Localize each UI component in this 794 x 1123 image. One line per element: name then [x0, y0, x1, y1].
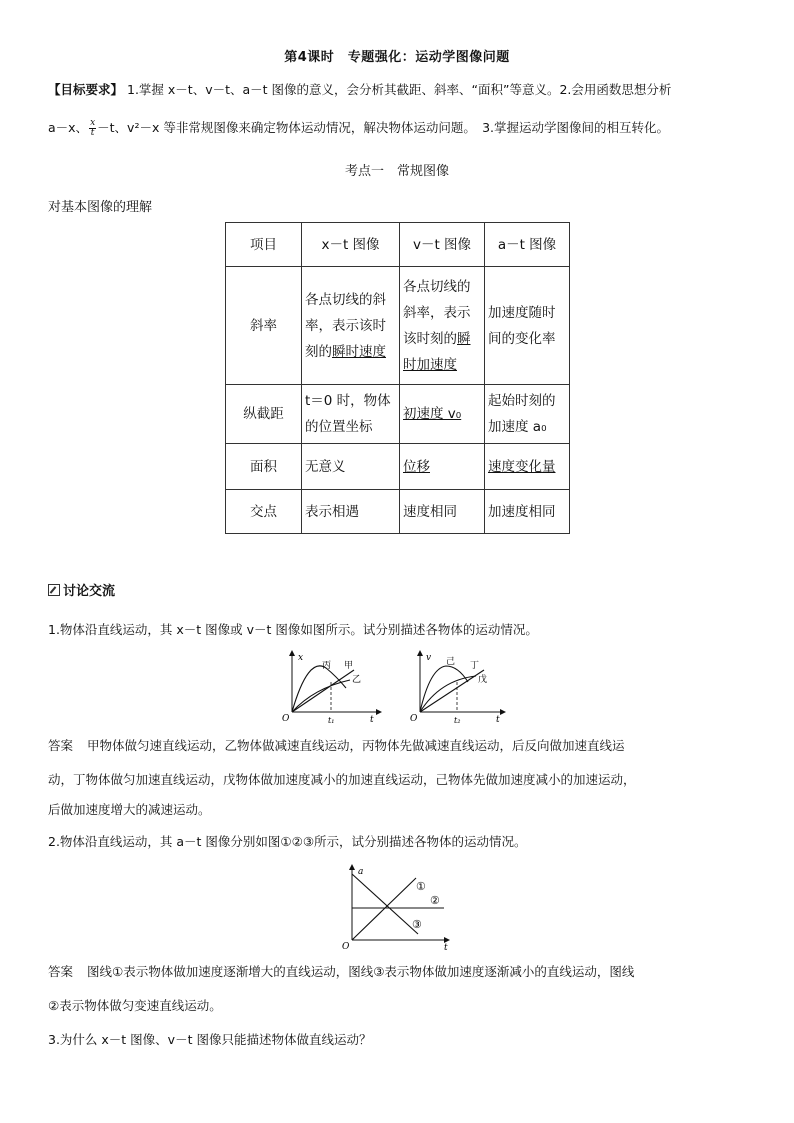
objectives-text-2a: a－x、 [48, 120, 89, 135]
subheading: 对基本图像的理解 [48, 200, 153, 215]
table-cell: 无意义 [302, 444, 400, 490]
line-jia [292, 670, 354, 712]
xt-graph-figure [278, 648, 382, 724]
table-cell: 速度相同 [400, 490, 485, 534]
table-row [226, 444, 570, 490]
curve-ji [420, 666, 468, 712]
cell-underlined: 瞬时速度 [332, 343, 386, 360]
answer-label: 答案 [48, 964, 74, 979]
question-3: 3.为什么 x－t 图像、v－t 图像只能描述物体做直线运动？ [48, 1032, 372, 1047]
table-cell [400, 385, 485, 444]
table-cell [400, 267, 485, 385]
page-title: 第4课时 专题强化：运动学图像问题 [284, 50, 510, 65]
row-label: 交点 [226, 490, 302, 534]
t-axis-arrow [376, 709, 382, 715]
label-yi: 乙 [352, 675, 362, 685]
table-cell: 加速度随时间的变化率 [485, 267, 570, 385]
label-jia: 甲 [344, 661, 354, 671]
table-row [226, 385, 570, 444]
table-header-cell: x－t 图像 [302, 223, 400, 267]
objectives-text-2b: －t、v²－x 等非常规图像来确定物体运动情况，解决物体运动问题。 3.掌握运动学图像间的相互转化。 [97, 120, 669, 135]
objectives-line-2 [48, 118, 764, 138]
section-heading: 考点一 常规图像 [344, 164, 449, 179]
t-axis-label: t [444, 943, 448, 952]
table-cell: t＝0 时，物体的位置坐标 [302, 385, 400, 444]
label-wu: 戊 [478, 675, 488, 685]
table-cell: 加速度相同 [485, 490, 570, 534]
table-row [226, 490, 570, 534]
cell-underlined: 速度变化量 [488, 458, 556, 475]
v-axis-arrow [417, 650, 423, 656]
vt-graph-figure [406, 648, 506, 724]
answer-2-line-1 [48, 962, 764, 982]
table-header-cell: a－t 图像 [485, 223, 570, 267]
cell-underlined: 瞬时加速度 [403, 330, 471, 373]
a-axis-label: a [358, 867, 364, 877]
origin-label: O [342, 942, 350, 952]
answer-1-text-1: 甲物体做匀速直线运动，乙物体做减速直线运动，丙物体先做减速直线运动，后反向做加速直线运 [87, 738, 625, 753]
objectives-text-1: 1.掌握 x－t、v－t、a－t 图像的意义，会分析其截距、斜率、“面积”等意义。2.会用函数思想分析 [127, 82, 672, 97]
line-1 [352, 878, 416, 940]
table-header-cell: v－t 图像 [400, 223, 485, 267]
answer-2-line-2: ②表示物体做匀变速直线运动。 [48, 998, 222, 1013]
graph-comparison-table [225, 222, 570, 534]
question-1: 1.物体沿直线运动，其 x－t 图像或 v－t 图像如图所示。试分别描述各物体的运动情况。 [48, 622, 538, 637]
row-label: 斜率 [226, 267, 302, 385]
a-axis-arrow [349, 864, 355, 870]
table-header-cell: 项目 [226, 223, 302, 267]
curve-bing [292, 666, 346, 712]
line-3 [352, 874, 418, 934]
label-bing: 丙 [322, 661, 332, 671]
answer-1-line-2: 动，丁物体做匀加速直线运动，戊物体做加速度减小的加速直线运动，己物体先做加速度减小的加速运动， [48, 772, 636, 787]
table-cell [302, 267, 400, 385]
x-over-t-fraction [89, 119, 96, 138]
objectives-label: 【目标要求】 [48, 82, 124, 97]
cell-underlined: 位移 [403, 458, 430, 475]
t-axis-label: t [370, 715, 374, 724]
t-axis-arrow [500, 709, 506, 715]
label-2: ② [430, 894, 440, 907]
cell-text: 各点切线的斜率，表示该时刻的 [403, 278, 471, 347]
t-axis-label: t [496, 715, 500, 724]
x-axis-arrow [289, 650, 295, 656]
cell-underlined: 初速度 v₀ [403, 406, 462, 422]
origin-label: O [410, 714, 418, 724]
label-ding: 丁 [470, 661, 480, 671]
objectives-line-1 [48, 80, 764, 100]
t1-label: t₁ [328, 716, 335, 724]
x-axis-label: x [298, 653, 304, 663]
table-cell [485, 444, 570, 490]
label-ji: 己 [446, 657, 456, 667]
at-graph-figure [340, 862, 460, 952]
answer-1-line-3: 后做加速度增大的减速运动。 [48, 802, 211, 817]
fraction-denominator: t [90, 128, 95, 138]
answer-label: 答案 [48, 738, 74, 753]
table-row [226, 267, 570, 385]
row-label: 纵截距 [226, 385, 302, 444]
table-header-row [226, 223, 570, 267]
label-1: ① [416, 880, 426, 893]
discussion-label: 讨论交流 [63, 584, 116, 599]
answer-1-line-1 [48, 736, 764, 756]
row-label: 面积 [226, 444, 302, 490]
fraction-numerator: x [90, 118, 96, 128]
table-cell: 起始时刻的加速度 a₀ [485, 385, 570, 444]
table-cell [400, 444, 485, 490]
v-axis-label: v [426, 653, 432, 663]
origin-label: O [282, 714, 290, 724]
edit-note-icon [48, 584, 60, 596]
t2-label: t₂ [454, 716, 461, 724]
cell-text: 各点切线的斜率，表示该时刻的 [305, 291, 386, 360]
label-3: ③ [412, 918, 422, 931]
question-2: 2.物体沿直线运动，其 a－t 图像分别如图①②③所示，试分别描述各物体的运动情况。 [48, 834, 527, 849]
curve-yi [292, 680, 350, 712]
discussion-heading [48, 580, 115, 599]
table-cell: 表示相遇 [302, 490, 400, 534]
answer-2-text-1: 图线①表示物体做加速度逐渐增大的直线运动，图线③表示物体做加速度逐渐减小的直线运动，图线 [87, 964, 635, 979]
